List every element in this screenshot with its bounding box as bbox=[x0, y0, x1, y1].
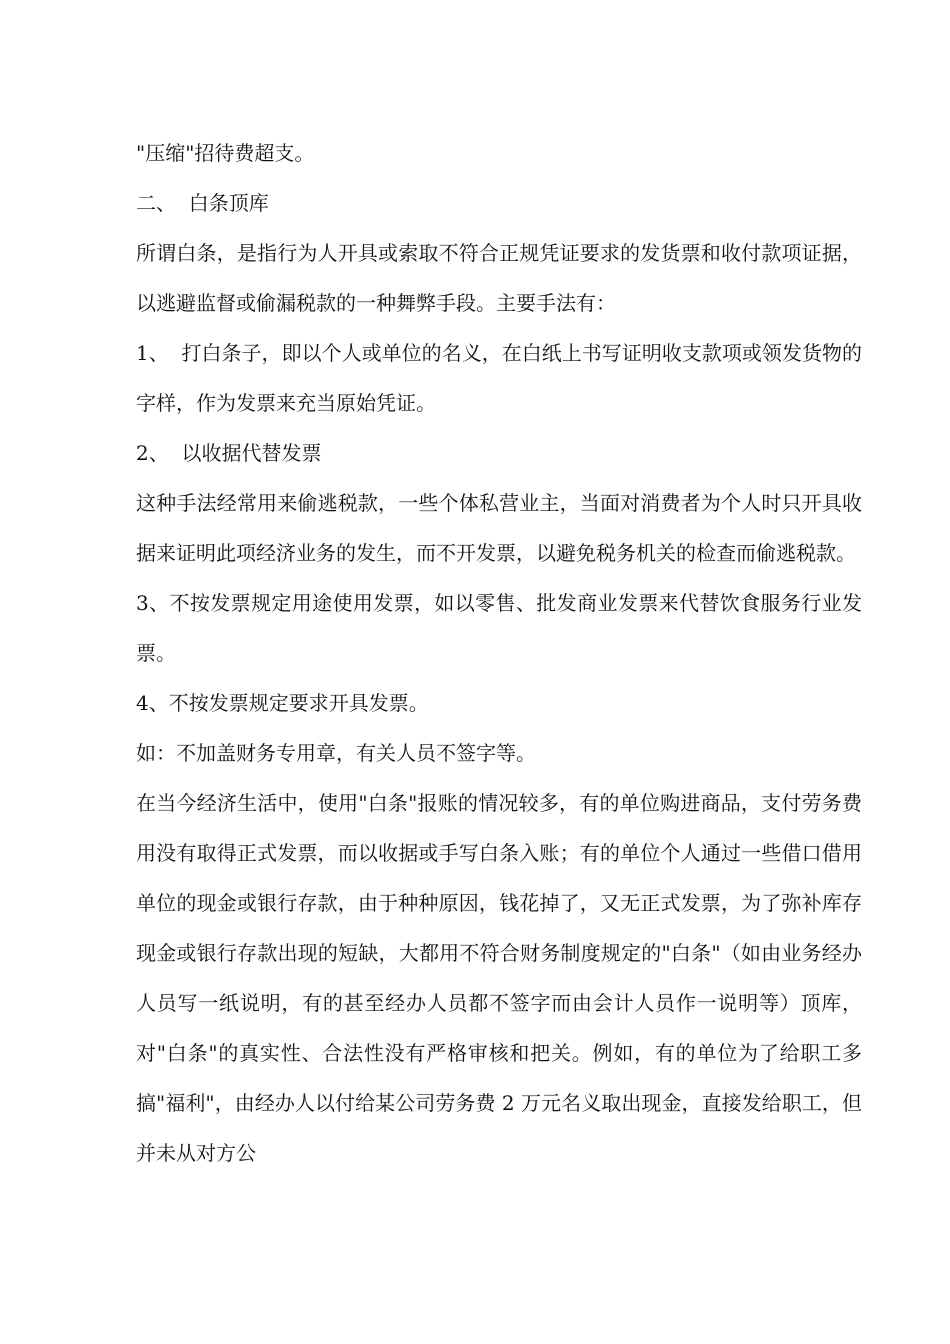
paragraph-discussion: 在当今经济生活中，使用"白条"报账的情况较多，有的单位购进商品，支付劳务费用没有取得正式发票，而以收据或手写白条入账；有的单位个人通过一些借口借用单位的现金或银行存款，由于种种原因，钱花掉了，又无正式发票，为了弥补库存现金或银行存款出现的短缺，大都用不符合财务制度规定的"白条"（如由业务经办人员写一纸说明，有的甚至经办人员都不签字而由会计人员作一说明等）顶库，对"白条"的真实性、合法性没有严格审核和把关。例如，有的单位为了给职工多搞"福利"，由经办人以付给某公司劳务费 2 万元名义取出现金，直接发给职工，但并未从对方公 bbox=[136, 791, 862, 1165]
paragraph-continuation: "压缩"招待费超支。 bbox=[136, 141, 315, 165]
section-heading: 二、 白条顶库 bbox=[136, 191, 269, 215]
list-item-2: 2、 以收据代替发票 bbox=[136, 441, 322, 465]
paragraph-definition: 所谓白条，是指行为人开具或索取不符合正规凭证要求的发货票和收付款项证据，以逃避监督或偷漏税款的一种舞弊手段。主要手法有： bbox=[136, 241, 862, 315]
list-item-4: 4、不按发票规定要求开具发票。 bbox=[136, 691, 429, 715]
paragraph-example: 如：不加盖财务专用章，有关人员不签字等。 bbox=[136, 741, 536, 765]
document-body bbox=[136, 128, 862, 1178]
paragraph-explanation: 这种手法经常用来偷逃税款，一些个体私营业主，当面对消费者为个人时只开具收据来证明此项经济业务的发生，而不开发票，以避免税务机关的检查而偷逃税款。 bbox=[136, 491, 862, 565]
list-item-1: 1、 打白条子，即以个人或单位的名义，在白纸上书写证明收支款项或领发货物的字样，作为发票来充当原始凭证。 bbox=[136, 341, 862, 415]
list-item-3: 3、不按发票规定用途使用发票，如以零售、批发商业发票来代替饮食服务行业发票。 bbox=[136, 591, 862, 665]
